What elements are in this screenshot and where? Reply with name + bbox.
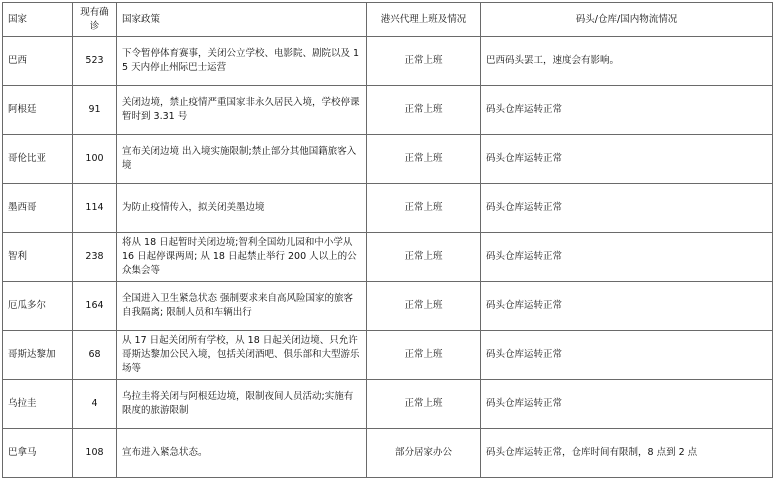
table-row	[3, 135, 773, 184]
cell-logistics: 码头仓库运转正常	[481, 331, 773, 380]
table-row	[3, 86, 773, 135]
cell-logistics: 码头仓库运转正常	[481, 233, 773, 282]
cell-country: 阿根廷	[3, 86, 73, 135]
cell-country: 厄瓜多尔	[3, 282, 73, 331]
cell-logistics: 码头仓库运转正常	[481, 86, 773, 135]
cell-cases: 523	[73, 37, 117, 86]
header-logistics: 码头/仓库/国内物流情况	[481, 3, 773, 37]
table-row	[3, 282, 773, 331]
table-row	[3, 429, 773, 478]
cell-agent: 正常上班	[367, 86, 481, 135]
table-row	[3, 184, 773, 233]
cell-cases: 4	[73, 380, 117, 429]
header-row	[3, 3, 773, 37]
cell-agent: 正常上班	[367, 331, 481, 380]
cell-agent: 正常上班	[367, 233, 481, 282]
cell-policy: 乌拉圭将关闭与阿根廷边境，限制夜间人员活动;实施有限度的旅游限制	[117, 380, 367, 429]
cell-cases: 91	[73, 86, 117, 135]
header-agent: 港兴代理上班及情况	[367, 3, 481, 37]
table-row	[3, 380, 773, 429]
cell-agent: 正常上班	[367, 380, 481, 429]
header-country: 国家	[3, 3, 73, 37]
cell-country: 巴拿马	[3, 429, 73, 478]
cell-agent: 正常上班	[367, 37, 481, 86]
header-policy: 国家政策	[117, 3, 367, 37]
cell-policy: 宣布关闭边境 出入境实施限制;禁止部分其他国籍旅客入境	[117, 135, 367, 184]
cell-country: 巴西	[3, 37, 73, 86]
cell-policy: 关闭边境，禁止疫情严重国家非永久居民入境，学校停课暂时到 3.31 号	[117, 86, 367, 135]
cell-logistics: 码头仓库运转正常	[481, 135, 773, 184]
cell-cases: 108	[73, 429, 117, 478]
cell-logistics: 码头仓库运转正常	[481, 184, 773, 233]
cell-policy: 下令暂停体育赛事，关闭公立学校、电影院、剧院以及 15 天内停止州际巴士运营	[117, 37, 367, 86]
table-header	[3, 3, 773, 37]
country-status-table	[2, 2, 773, 478]
cell-policy: 将从 18 日起暂时关闭边境;智利全国幼儿园和中小学从 16 日起停课两周; 从 18 日起禁止举行 200 人以上的公众集会等	[117, 233, 367, 282]
table-row	[3, 37, 773, 86]
cell-logistics: 码头仓库运转正常	[481, 380, 773, 429]
cell-logistics: 巴西码头罢工，速度会有影响。	[481, 37, 773, 86]
cell-cases: 114	[73, 184, 117, 233]
cell-country: 乌拉圭	[3, 380, 73, 429]
header-cases: 现有确诊	[73, 3, 117, 37]
cell-agent: 正常上班	[367, 282, 481, 331]
cell-cases: 238	[73, 233, 117, 282]
cell-country: 哥伦比亚	[3, 135, 73, 184]
cell-cases: 100	[73, 135, 117, 184]
cell-logistics: 码头仓库运转正常	[481, 282, 773, 331]
cell-agent: 正常上班	[367, 135, 481, 184]
cell-policy: 为防止疫情传入，拟关闭美墨边境	[117, 184, 367, 233]
table-row	[3, 331, 773, 380]
cell-agent: 部分居家办公	[367, 429, 481, 478]
cell-country: 墨西哥	[3, 184, 73, 233]
cell-agent: 正常上班	[367, 184, 481, 233]
table-row	[3, 233, 773, 282]
cell-logistics: 码头仓库运转正常，仓库时间有限制，8 点到 2 点	[481, 429, 773, 478]
cell-policy: 宣布进入紧急状态。	[117, 429, 367, 478]
cell-country: 哥斯达黎加	[3, 331, 73, 380]
cell-policy: 全国进入卫生紧急状态 强制要求来自高风险国家的旅客自我隔离; 限制人员和车辆出行	[117, 282, 367, 331]
cell-cases: 68	[73, 331, 117, 380]
cell-country: 智利	[3, 233, 73, 282]
cell-policy: 从 17 日起关闭所有学校，从 18 日起关闭边境、只允许哥斯达黎加公民入境，包括关闭酒吧、俱乐部和大型游乐场等	[117, 331, 367, 380]
cell-cases: 164	[73, 282, 117, 331]
table-body	[3, 37, 773, 478]
